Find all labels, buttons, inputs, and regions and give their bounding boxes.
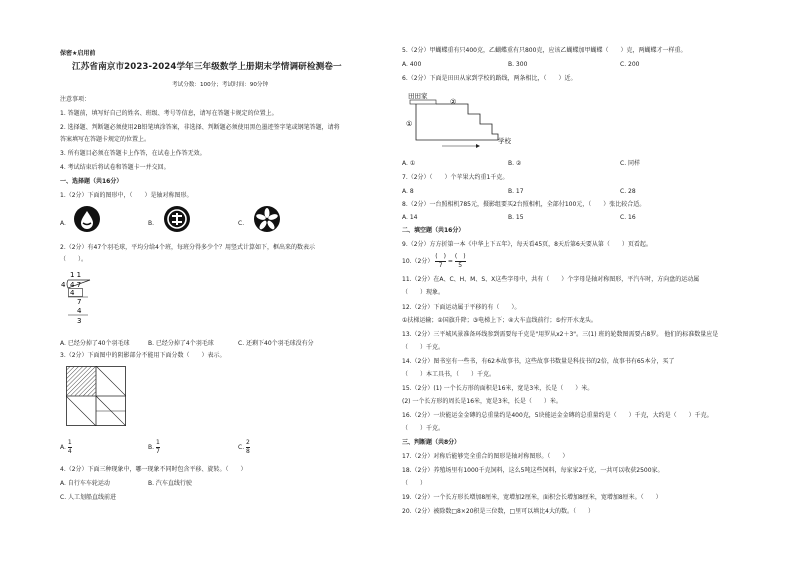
q3-text: 3.（2分）下面图中的阴影部分不能用下面分数（ ）表示。 — [60, 352, 226, 359]
water-drop-logo-icon — [74, 206, 100, 232]
note-4: 4. 考试结束后将试卷和答题卡一并交回。 — [60, 164, 170, 171]
q1-opt-a-label: A. — [60, 220, 66, 227]
q11-text-2: （ ）现象。 — [402, 289, 445, 296]
q5-opt-c: C. 200 — [620, 61, 640, 68]
q16-text-1: 16.（2分）一块能运金金磚的总重量约是400克，5块能运金金磚的总重量约是（ ）千克，大约是（ ）千克。 — [402, 412, 713, 419]
q8-opt-c: C. 16 — [620, 214, 636, 221]
q18-text-1: 18.（2分）养殖场里有1000千克饲料，这么5吨这些饲料，每家家2千克，一共可以收获2500家。 — [402, 467, 664, 474]
bauhinia-flower-icon — [254, 206, 280, 232]
q1-opt-c-label: C. — [238, 220, 245, 227]
q12-options: ①扶梯运输；②国旗升降；③电梯上下；④大车直线前行；⑤拧开水龙头。 — [402, 317, 597, 324]
notes-heading: 注意事项： — [60, 96, 91, 103]
q9-text: 9.（2分）方方折第一本《中华上下五年》，每天看45页，8天后第6天要从第（ ）页看起。 — [402, 241, 652, 248]
note-2: 2. 选择题、判断题必须使用2B铅笔填涂答案，非选择、判断题必须使用黑色墨迹签字笔或钢笔答题，请将 — [60, 124, 340, 131]
q17-text: 17.（2分）对称后能够完全重合的图形是轴对称图形。（ ） — [402, 453, 569, 460]
q7-opt-b: B. 17 — [508, 188, 524, 195]
q2-opt-a: A. 已经分掉了40个羽毛球 — [60, 340, 130, 347]
q5-text: 5.（2分）甲蝴蝶重有只400克，乙蝴蝶重有只800克，应该乙蝴蝶加甲蝴蝶（ ）克，两蝴蝶才一样重。 — [402, 47, 687, 54]
section-choice-heading: 一、选择题（共16分） — [60, 178, 123, 185]
q1-text: 1.（2分）下面的图形中，（ ）是轴对称图形。 — [60, 192, 193, 199]
q7-opt-a: A. 8 — [402, 188, 414, 195]
q10-text: 10.（2分） $\frac{( )}{7}$ = $\frac{( )}{5}$ — [402, 253, 466, 269]
q13-text-2: （ ）千克。 — [402, 344, 445, 351]
division-dividend: 4 7 — [70, 281, 82, 289]
q4-opt-b: B. 汽车直线行驶 — [148, 480, 192, 487]
q13-text-1: 13.（2分）三平城风景准备环线参到需要每千克是"用罗从x2＋3"。三(1) 班的轮数图需要占8罗。 他们的标准数量应是 — [402, 331, 719, 338]
q3-opt-a-den: 4 — [67, 448, 72, 455]
q6-opt-b: B. ② — [508, 160, 522, 167]
division-rem2: 3 — [77, 317, 82, 325]
bank-logo-icon — [164, 206, 190, 232]
confidential-mark: 保密★启用前 — [60, 50, 96, 57]
division-step1: 4 — [70, 289, 75, 297]
q15-text-2: (2) 一个长方形的周长是16米，宽是3米，长是（ ）米。 — [402, 398, 562, 405]
division-quotient: 1 1 — [70, 271, 82, 279]
q14-text-2: （ ）本工具书，（ ）千克。 — [402, 371, 496, 378]
q15-text-1: 15.（2分）(1) 一个长方形的面积是16米，宽是3米，长是（ ）米。 — [402, 385, 594, 392]
q8-text: 8.（2分）一台照相机785元，摄影组要买2台照相机，全部付100元，（ ）张比较合适。 — [402, 201, 646, 208]
note-2b: 答案填写在答题卡规定的位置上。 — [60, 136, 151, 143]
q8-opt-a: A. 14 — [402, 214, 418, 221]
q5-opt-a: A. 400 — [402, 61, 422, 68]
q3-opt-b-num: 1 — [155, 439, 160, 446]
q5-opt-b: B. 300 — [508, 61, 528, 68]
q3-opt-c-num: 2 — [246, 439, 250, 446]
division-step2: 4 — [77, 307, 82, 315]
q4-text: 4.（2分）下面三种现象中，哪一现象不同时包含平移、旋转。（ ） — [60, 466, 247, 473]
q6-opt-c: C. 同样 — [620, 160, 641, 167]
q16-text-2: （ ）千克。 — [402, 425, 445, 432]
q3-opt-c-den: 8 — [246, 448, 250, 455]
q2-text-2: （ ）。 — [60, 256, 88, 263]
q6-text: 6.（2分）下面是田田从家到学校的路线，两条相比，（ ）近。 — [402, 75, 577, 82]
q12-text: 12.（2分）下面运动属于平移的有（ ）。 — [402, 304, 521, 311]
q2-opt-c: C. 还剩下40个羽毛球没有分 — [238, 340, 314, 347]
q3-opt-a: A. $\frac{1}{4}$ — [60, 439, 72, 455]
section-judge-heading: 三、判断题（共8分） — [402, 439, 461, 446]
q6-opt-a: A. ① — [402, 160, 416, 167]
q3-opt-c: C. $\frac{2}{8}$ — [238, 439, 250, 455]
q14-text-1: 14.（2分）图书室有一些书，有62本故事书，这些故事书数量是科技书的2倍，故事书有65本分，买了 — [402, 358, 675, 365]
division-divisor: 4 — [61, 281, 66, 289]
q20-text: 20.（2分）被除数□8×20积是三位数，□里可以填比4大的数。（ ） — [402, 508, 594, 515]
q2-opt-b: B. 已经分掉了4个羽毛球 — [148, 340, 214, 347]
note-3: 3. 所有题目必须在答题卡上作答，在试卷上作答无效。 — [60, 150, 206, 157]
page-title: 江苏省南京市2023-2024学年三年级数学上册期末学情调研检测卷一 — [72, 62, 342, 72]
fraction-square-figure — [66, 366, 126, 426]
exam-info: 考试分数：100分；考试时间：90分钟 — [172, 82, 269, 88]
section-fill-heading: 二、填空题（共16分） — [402, 227, 465, 234]
q3-opt-b-den: 7 — [155, 448, 160, 455]
q7-opt-c: C. 28 — [620, 188, 636, 195]
q4-opt-a: A. 自行车车轮运动 — [60, 480, 110, 487]
q7-text: 7.（2分）（ ）个苹果大约重1千克。 — [402, 174, 509, 181]
long-division — [60, 268, 100, 332]
q8-opt-b: B. 15 — [508, 214, 524, 221]
q2-text-1: 2.（2分）有47个羽毛球，平均分给4个班，每班分得多少个？用竖式计算如下，框出来的数表示 — [60, 244, 315, 251]
q4-opt-c: C. 人工划船直线前进 — [60, 494, 117, 501]
note-1: 1. 答题前，填写好自己的姓名、班级、考号等信息，请写在答题卡规定的位置上。 — [60, 110, 278, 117]
route-map — [406, 88, 516, 150]
map-route2-label: ② — [450, 98, 457, 106]
map-home-label: 田田家 — [408, 92, 428, 100]
q3-opt-a-num: 1 — [67, 439, 72, 446]
q18-text-2: （ ） — [402, 480, 427, 487]
q1-opt-b-label: B. — [148, 220, 155, 227]
q3-opt-b: B. $\frac{1}{7}$ — [148, 439, 160, 455]
division-rem1: 7 — [77, 298, 82, 306]
q11-text-1: 11.（2分）在A、C、H、M、S、X这些字母中，共有（ ）个字母是轴对称图形，平汽车时，方向盘的运动属 — [402, 276, 700, 283]
map-route1-label: ① — [406, 120, 413, 128]
q19-text: 19.（2分）一个长方形长增加8厘米，宽增加2厘米，面积会长增加8厘米，宽增加8厘米。（ ） — [402, 494, 662, 501]
map-school-label: 学校 — [498, 137, 511, 145]
